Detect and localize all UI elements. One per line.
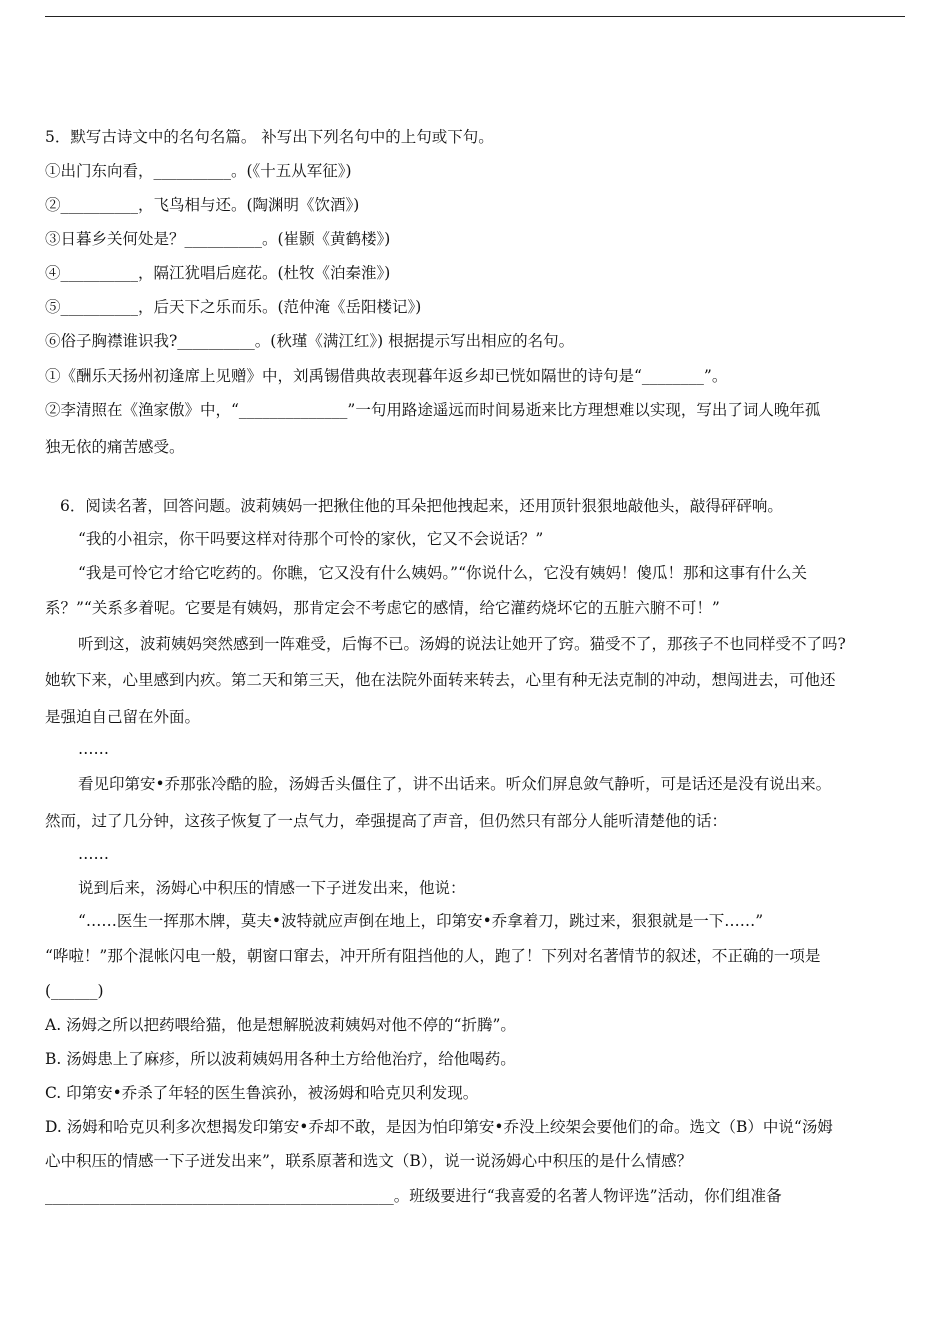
q5-line-2: ②__________，飞鸟相与还。(陶渊明《饮酒》) (45, 196, 360, 214)
q6-answer-blank: (______) (45, 982, 104, 1000)
q6-ellipsis-2: …… (78, 845, 109, 863)
q6-option-b: B. 汤姆患上了麻疹，所以波莉姨妈用各种土方给他治疗，给他喝药。 (45, 1050, 516, 1068)
q5-header: 5．默写古诗文中的名句名篇。 补写出下列名句中的上句或下句。 (45, 128, 494, 146)
q5-line-1: ①出门东向看，__________。(《十五从军征》) (45, 162, 352, 180)
q6-line-10: 然而，过了几分钟，这孩子恢复了一点气力，牵强提高了声音，但仍然只有部分人能听清楚他的话： (45, 812, 728, 830)
q6-option-a: A. 汤姆之所以把药喂给猫，他是想解脱波莉姨妈对他不停的“折腾”。 (45, 1016, 516, 1034)
q5-line-7: ①《酬乐天扬州初逢席上见赠》中，刘禹锡借典故表现暮年返乡却已恍如隔世的诗句是“________”。 (45, 367, 728, 385)
q5-line-5: ⑤__________，后天下之乐而乐。(范仲淹《岳阳楼记》) (45, 298, 422, 316)
q5-line-9: 独无依的痛苦感受。 (45, 438, 185, 456)
q5-line-6: ⑥俗子胸襟谁识我?__________。(秋瑾《满江红》) 根据提示写出相应的名句。 (45, 332, 575, 350)
q6-line-12: 说到后来，汤姆心中积压的情感一下子迸发出来，他说： (78, 879, 466, 897)
q6-line-4: 系？”“关系多着呢。它要是有姨妈，那肯定会不考虑它的感情，给它灌药烧坏它的五脏六腑不可！” (45, 599, 720, 617)
q6-line-7: 是强迫自己留在外面。 (45, 708, 201, 726)
q6-option-d: D. 汤姆和哈克贝利多次想揭发印第安•乔却不敢，是因为怕印第安•乔没上绞架会要他们的命。选文（B）中说“汤姆 (45, 1118, 833, 1136)
q6-line-14: “哗啦！”那个混帐闪电一般，朝窗口窜去，冲开所有阻挡他的人，跑了！下列对名著情节的叙述，不正确的一项是 (45, 947, 821, 965)
q6-line-13: “……医生一挥那木牌，莫夫•波特就应声倒在地上，印第安•乔拿着刀，跳过来，狠狠就是一下……” (78, 912, 764, 930)
q6-ellipsis-1: …… (78, 740, 109, 758)
q6-line-5: 听到这，波莉姨妈突然感到一阵难受，后悔不已。汤姆的说法让她开了窍。猫受不了，那孩子不也同样受不了吗? (78, 635, 846, 653)
q5-line-4: ④__________，隔江犹唱后庭花。(杜牧《泊秦淮》) (45, 264, 391, 282)
q6-option-c: C. 印第安•乔杀了年轻的医生鲁滨孙，被汤姆和哈克贝利发现。 (45, 1084, 479, 1102)
q5-line-3: ③日暮乡关何处是？__________。(崔颢《黄鹤楼》) (45, 230, 391, 248)
q6-line-6: 她软下来，心里感到内疚。第二天和第三天，他在法院外面转来转去，心里有种无法克制的冲动，想闯进去，可他还 (45, 671, 836, 689)
header-rule (45, 16, 905, 17)
q6-line-21: _____________________________________________。班级要进行“我喜爱的名著人物评选”活动，你们组准备 (45, 1187, 782, 1205)
q6-line-2: “我的小祖宗，你干吗要这样对待那个可怜的家伙，它又不会说话？” (78, 530, 544, 548)
q5-line-8: ②李清照在《渔家傲》中，“______________”一句用路途遥远而时间易逝来比方理想难以实现，写出了词人晚年孤 (45, 401, 821, 419)
q6-line-3: “我是可怜它才给它吃药的。你瞧，它又没有什么姨妈。”“你说什么，它没有姨妈！傻瓜！那和这事有什么关 (78, 564, 808, 582)
q6-line-1: 6．阅读名著，回答问题。波莉姨妈一把揪住他的耳朵把他拽起来，还用顶针狠狠地敲他头，敲得砰砰响。 (60, 497, 783, 515)
q6-line-20: 心中积压的情感一下子迸发出来”，联系原著和选文（B），说一说汤姆心中积压的是什么情感？ (45, 1152, 693, 1170)
q6-line-9: 看见印第安•乔那张冷酷的脸，汤姆舌头僵住了，讲不出话来。听众们屏息敛气静听，可是话还是没有说出来。 (78, 775, 832, 793)
